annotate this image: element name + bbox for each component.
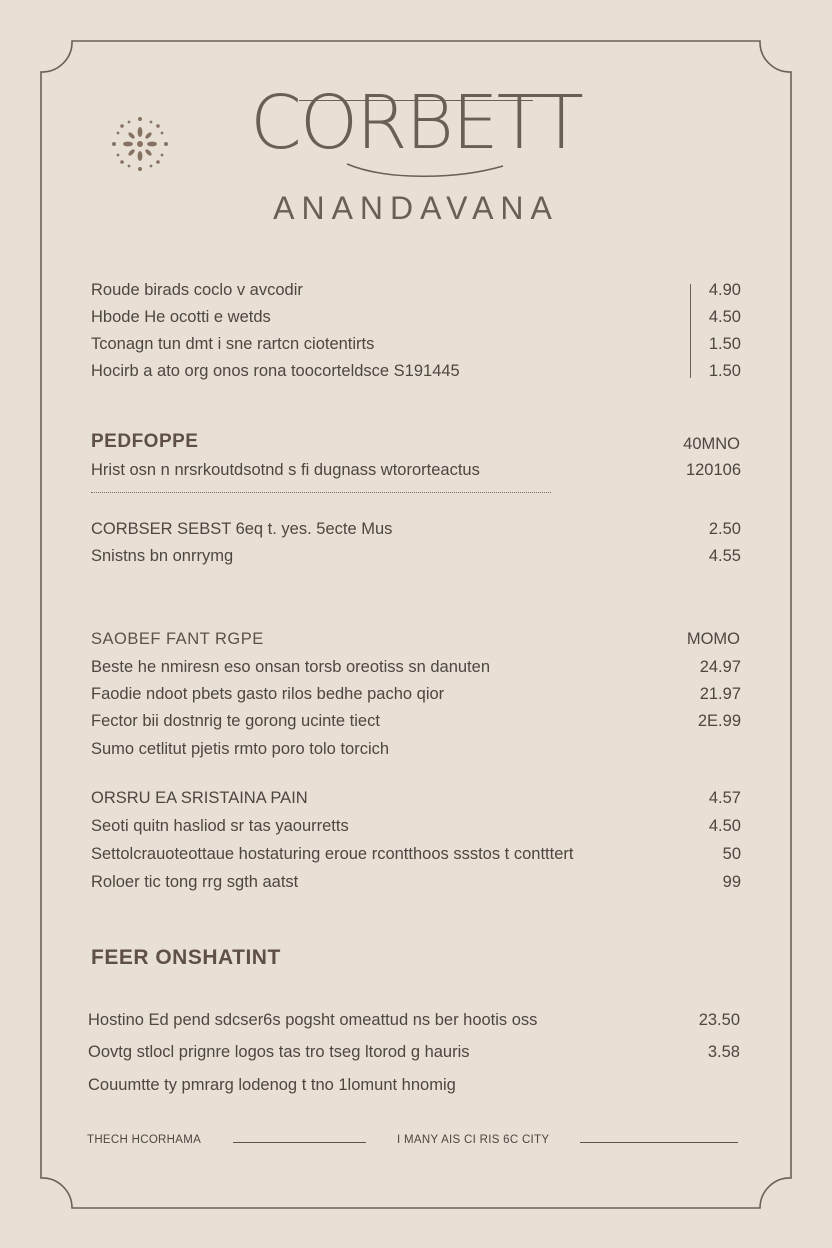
menu-item-name: Hrist osn n nrsrkoutdsotnd s fi dugnass wtororteactus (91, 461, 480, 479)
menu-item-price: 4.57 (708, 789, 741, 807)
brand-subtitle: ANANDAVANA (273, 190, 559, 226)
brand-swash-ornament (345, 160, 505, 180)
menu-item-name: Oovtg stlocl prignre logos tas tro tseg ltorod g hauris (88, 1043, 470, 1061)
dotted-divider (91, 492, 551, 493)
menu-item (91, 520, 741, 548)
section-heading-price: MOMO (686, 630, 740, 648)
menu-item-name: Couumtte ty pmrarg lodenog t tno 1lomunt hnomig (88, 1076, 456, 1094)
price-divider (690, 284, 691, 378)
menu-item-price: 2E.99 (697, 712, 741, 730)
menu-item-price: 24.97 (699, 658, 741, 676)
menu-item-name: Snistns bn onrrymg (91, 547, 234, 565)
menu-item (91, 685, 741, 713)
menu-item-name: ORSRU EA SRISTAINA PAIN (91, 789, 308, 807)
menu-item (91, 362, 741, 390)
menu-item (88, 1043, 740, 1071)
menu-item-price: 1.50 (708, 362, 741, 380)
menu-item-name: Hbode He ocotti e wetds (91, 308, 271, 326)
menu-item-price: 21.97 (699, 685, 741, 703)
menu-item (91, 740, 741, 768)
menu-item (91, 845, 741, 873)
menu-item-name: Tconagn tun dmt i sne rartcn ciotentirts (91, 335, 375, 353)
menu-item-price: 99 (722, 873, 741, 891)
menu-item-name: Roloer tic tong rrg sgth aatst (91, 873, 299, 891)
menu-item-price: 50 (722, 845, 741, 863)
menu-item-price: 1.50 (708, 335, 741, 353)
menu-item (91, 712, 741, 740)
menu-item-price: 3.58 (707, 1043, 740, 1061)
menu-item (91, 817, 741, 845)
section-heading: SAOBEF FANT RGPE (91, 630, 264, 648)
menu-item (88, 1076, 740, 1104)
menu-item-name: Roude birads coclo v avcodir (91, 281, 303, 299)
menu-item-price: 4.90 (708, 281, 741, 299)
menu-item-price: 23.50 (698, 1011, 740, 1029)
footer-right-text: I MANY AIS CI RIS 6C CITY (397, 1134, 550, 1146)
menu-item-price: 4.50 (708, 817, 741, 835)
menu-item-price: 2.50 (708, 520, 741, 538)
menu-item-price: 120106 (685, 461, 741, 479)
section-heading: FEER ONSHATINT (91, 946, 281, 969)
menu-item (91, 461, 741, 489)
footer-rule (580, 1142, 738, 1143)
footer-rule (233, 1142, 366, 1143)
menu-item (91, 308, 741, 336)
menu-item-name: Sumo cetlitut pjetis rmto poro tolo torcich (91, 740, 390, 758)
menu-item (91, 281, 741, 309)
menu-item-price: 4.50 (708, 308, 741, 326)
menu-item-name: Settolcrauoteottaue hostaturing eroue rcontthoos ssstos t contttert (91, 845, 574, 863)
menu-item (91, 789, 741, 817)
menu-item-name: Beste he nmiresn eso onsan torsb oreotiss sn danuten (91, 658, 490, 676)
section-heading-price: 40MNO (683, 435, 740, 453)
menu-item-name: CORBSER SEBST 6eq t. yes. 5ecte Mus (91, 520, 393, 538)
section-heading: PEDFOPPE (91, 431, 199, 452)
footer-left-text: THECH HCORHAMA (87, 1134, 202, 1146)
menu-item-name: Fector bii dostnrig te gorong ucinte tiect (91, 712, 380, 730)
menu-item-price: 4.55 (708, 547, 741, 565)
menu-item-name: Hostino Ed pend sdcser6s pogsht omeattud ns ber hootis oss (88, 1011, 538, 1029)
menu-item-name: Seoti quitn hasliod sr tas yaourretts (91, 817, 349, 835)
menu-item (91, 335, 741, 363)
brand-title: CORBETT (250, 80, 582, 166)
menu-item (88, 1011, 740, 1039)
menu-item-name: Faodie ndoot pbets gasto rilos bedhe pacho qior (91, 685, 445, 703)
menu-item (91, 658, 741, 686)
menu-item (91, 547, 741, 575)
menu-item (91, 873, 741, 901)
menu-item-name: Hocirb a ato org onos rona toocorteldsce S191445 (91, 362, 460, 380)
